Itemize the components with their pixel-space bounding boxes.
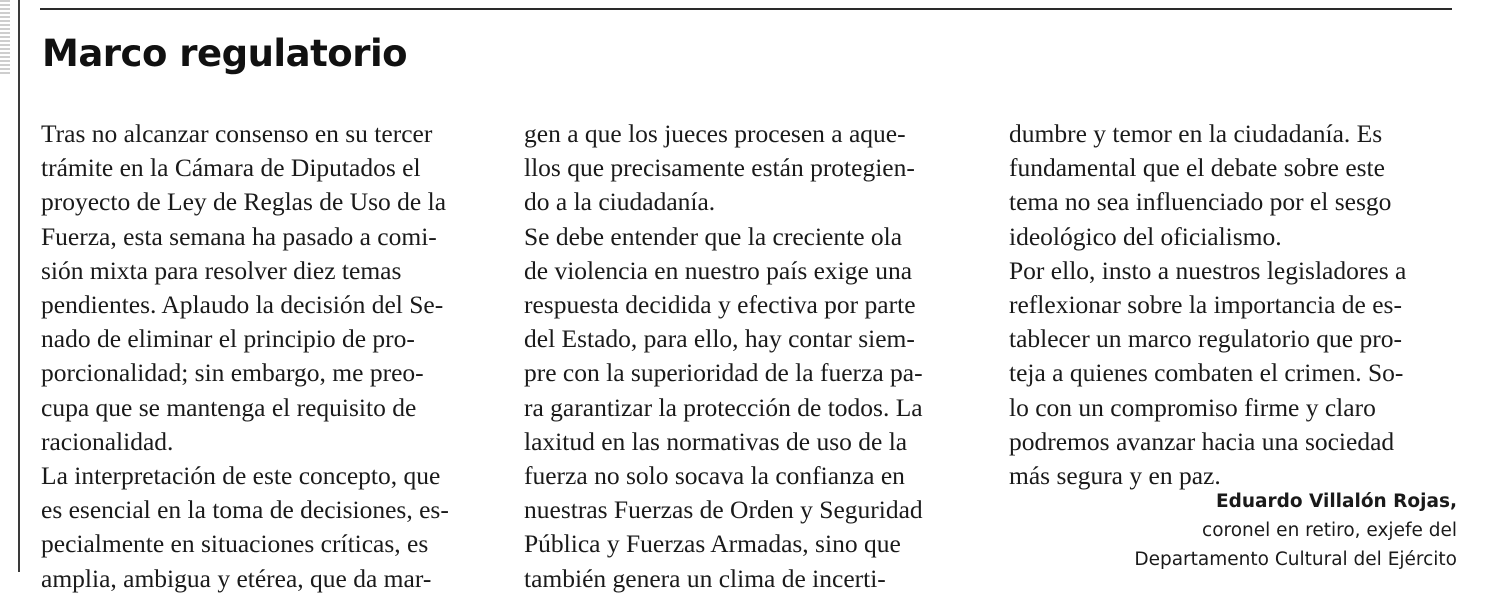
text-line: del Estado, para ello, hay contar siem- [524,324,915,354]
text-line: porcionalidad; sin embargo, me preo- [41,358,424,388]
letter-headline: Marco regulatorio [42,32,408,75]
text-line: reflexionar sobre la importancia de es- [1009,290,1402,320]
text-line: también genera un clima de incerti- [524,563,886,593]
text-line: fuerza no solo socava la confianza en [524,461,905,491]
text-line: podremos avanzar hacia una sociedad [1009,426,1395,456]
text-line: de violencia en nuestro país exige una [524,255,913,285]
column-divider-rule [18,0,20,572]
text-line: tema no sea influenciado por el sesgo [1009,187,1392,217]
text-column-1 [41,117,491,596]
text-line: nuestras Fuerzas de Orden y Seguridad [524,495,923,525]
author-signature [997,487,1457,574]
text-line: Pública y Fuerzas Armadas, sino que [524,529,901,559]
text-line: respuesta decidida y efectiva por parte [524,290,916,320]
text-line: ideológico del oficialismo. [1009,221,1282,251]
page-edge-mark [0,0,10,76]
text-line: pecialmente en situaciones críticas, es [41,529,429,559]
text-line: sión mixta para resolver diez temas [41,255,402,285]
text-line: teja a quienes combaten el crimen. So- [1009,358,1404,388]
author-role: coronel en retiro, exjefe del [1202,520,1457,541]
text-line: Fuerza, esta semana ha pasado a comi- [41,221,437,251]
text-line: Tras no alcanzar consenso en su tercer [41,119,433,148]
text-line: más segura y en paz. [1009,461,1221,491]
text-column-2 [524,117,974,596]
author-name: Eduardo Villalón Rojas, [1215,491,1457,512]
text-line: Por ello, insto a nuestros legisladores a [1009,255,1407,285]
text-line: es esencial en la toma de decisiones, es- [41,495,449,525]
text-column-3 [1009,117,1457,493]
text-line: Se debe entender que la creciente ola [524,221,903,251]
text-line: trámite en la Cámara de Diputados el [41,153,421,183]
author-unit: Departamento Cultural del Ejército [1134,549,1457,570]
text-line: dumbre y temor en la ciudadanía. Es [1009,119,1383,148]
text-line: pendientes. Aplaudo la decisión del Se- [41,290,444,320]
text-line: La interpretación de este concepto, que [41,461,441,491]
text-line: ra garantizar la protección de todos. La [524,392,923,422]
text-line: do a la ciudadanía. [524,187,716,217]
text-line: racionalidad. [41,426,174,456]
text-line: lo con un compromiso firme y claro [1009,392,1376,422]
text-line: pre con la superioridad de la fuerza pa- [524,358,923,388]
text-line: llos que precisamente están protegien- [524,153,915,183]
text-line: cupa que se mantenga el requisito de [41,392,417,422]
text-line: amplia, ambigua y etérea, que da mar- [41,563,432,593]
text-line: proyecto de Ley de Reglas de Uso de la [41,187,447,217]
text-line: laxitud en las normativas de uso de la [524,426,908,456]
text-line: tablecer un marco regulatorio que pro- [1009,324,1402,354]
text-line: gen a que los jueces procesen a aque- [524,119,906,148]
text-line: nado de eliminar el principio de pro- [41,324,415,354]
text-line: fundamental que el debate sobre este [1009,153,1385,183]
section-top-rule [40,8,1452,10]
